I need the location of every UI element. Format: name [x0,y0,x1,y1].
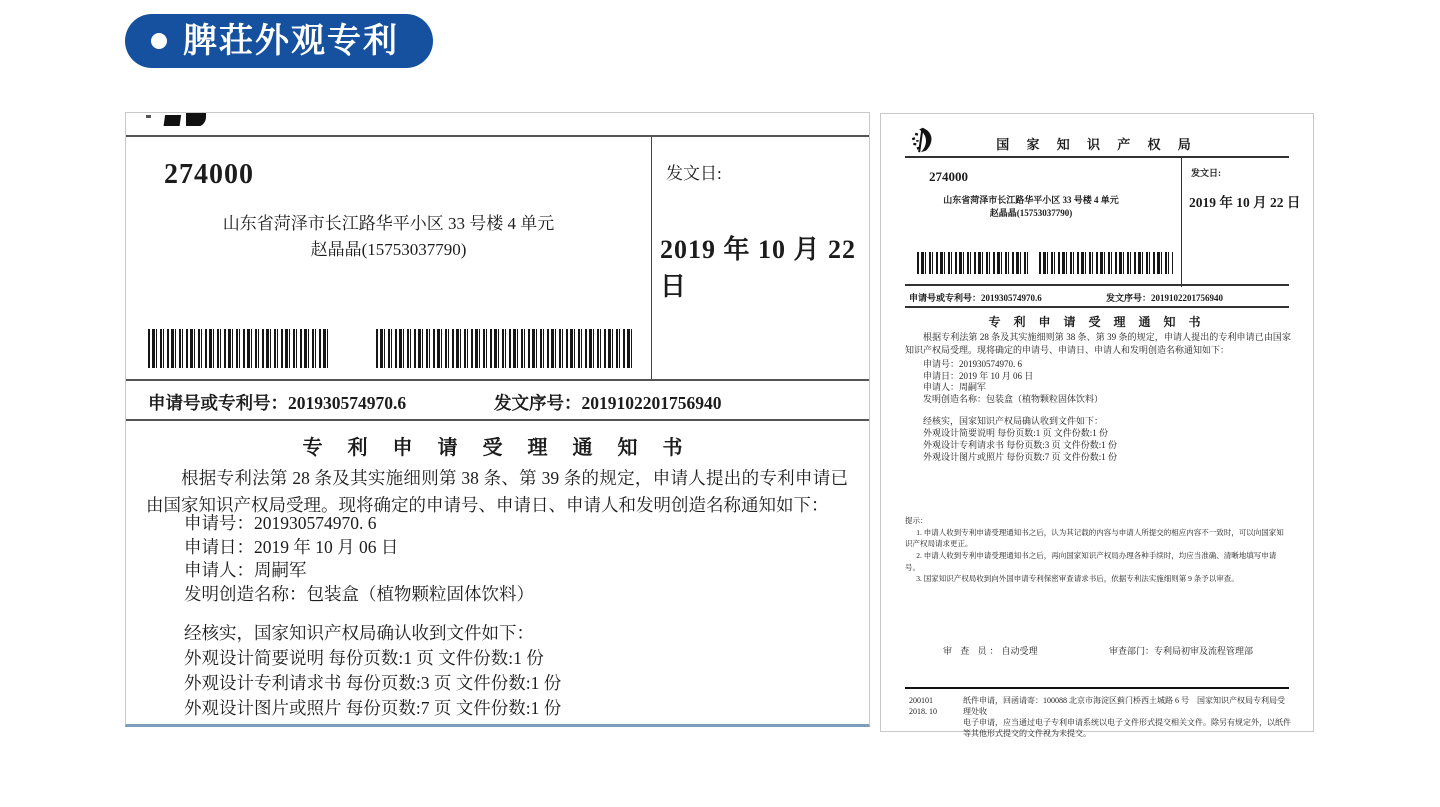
issue-date: 2019 年 10 月 22 日 [660,235,857,301]
footer-block [909,695,1291,739]
divider [905,284,1289,286]
divider [905,687,1289,689]
received-files-block [184,621,561,721]
received-file: 外观设计图片或照片 每份页数:7 页 文件份数:1 份 [184,698,562,718]
footer-code: 200101 [909,696,933,705]
department-value: 专利局初审及流程管理部 [1154,646,1254,656]
examiner-label: 审 查 员： [943,646,1002,656]
barcode [1039,252,1173,274]
department-label: 审查部门： [1109,646,1155,656]
serial-number-value: 2019102201756940 [1151,293,1224,303]
issue-date-label: 发文日: [666,164,722,183]
application-number-value: 201930574970.6 [288,393,407,413]
recipient-name-phone: 赵晶晶(15753037790) [310,240,467,259]
recipient-address: 山东省菏泽市长江路华平小区 33 号楼 4 单元 [943,195,1119,205]
received-files-block [923,415,1117,463]
divider [126,135,869,137]
application-number-value: 201930574970.6 [981,293,1042,303]
tips-block [905,515,1291,585]
section-title: 脾荘外观专利 [183,22,399,60]
divider [905,156,1289,158]
department-row [1109,644,1253,657]
divider [651,137,652,379]
serial-number-label: 发文序号： [1106,293,1152,303]
divider [126,419,869,421]
recipient-name-phone: 赵晶晶(15753037790) [989,208,1073,218]
field-row: 申请人：周嗣军 [923,382,987,393]
notice-title: 专 利 申 请 受 理 通 知 书 [988,315,1206,329]
received-intro: 经核实，国家知识产权局确认收到文件如下： [923,416,1104,426]
divider [905,306,1289,308]
barcode [376,329,632,368]
field-row: 申请日：2019 年 10 月 06 日 [184,536,399,557]
patent-notice-image-large [125,112,870,727]
field-row: 申请人：周嗣军 [184,560,307,580]
serial-number-row [1106,291,1223,304]
notice-body-paragraph: 根据专利法第 28 条及其实施细则第 38 条、第 39 条的规定，申请人提出的专利申请已由国家知识产权局受理。现将确定的申请号、申请日、申请人和发明创造名称通知如下： [146,468,848,516]
footer-text [963,695,1291,739]
notice-title: 专 利 申 请 受 理 通 知 书 [302,437,693,459]
postcode: 274000 [164,159,254,190]
bullet-icon [151,33,167,49]
field-row: 申请号：201930574970. 6 [923,359,1023,369]
serial-number-label: 发文序号： [494,393,582,413]
field-row: 申请日：2019 年 10 月 06 日 [923,370,1034,381]
patent-notice-image-full [880,113,1314,738]
divider [1181,157,1182,287]
sipo-logo-partial-icon [142,113,212,126]
received-file: 外观设计简要说明 每份页数:1 页 文件份数:1 份 [923,428,1109,438]
field-row: 发明创造名称：包装盒（植物颗粒固体饮料） [923,393,1104,404]
issue-date: 2019 年 10 月 22 日 [1189,195,1301,210]
application-number-label: 申请号或专利号： [148,393,288,413]
footer-line: 纸件申请，回函请寄：100088 北京市海淀区蓟门桥西土城路 6 号 国家知识产权局专利局受理处收 [963,696,1285,716]
tip-item: 3. 国家知识产权局收到向外国申请专利保密审查请求书后，依据专利法实施细则第 9 条予以审查。 [916,574,1239,584]
application-number-row [909,291,1042,304]
received-file: 外观设计简要说明 每份页数:1 页 文件份数:1 份 [184,648,544,668]
issue-date-label: 发文日: [1191,168,1221,178]
tip-item: 2. 申请人收到专利申请受理通知书之后，再向国家知识产权局办理各种手续时，均应当准确、清晰地填写申请号。 [905,550,1277,572]
tip-item: 1. 申请人收到专利申请受理通知书之后，认为其记载的内容与申请人所提交的相应内容不一致时，可以向国家知识产权局请求更正。 [905,527,1284,549]
application-number-row [148,390,406,415]
section-title-badge [125,14,433,68]
notice-body-paragraph: 根据专利法第 28 条及其实施细则第 38 条、第 39 条的规定，申请人提出的专利申请已由国家知识产权局受理。现将确定的申请号、申请日、申请人和发明创造名称通知如下： [905,332,1291,356]
serial-number-row [494,390,722,415]
barcode [148,329,331,368]
received-file: 外观设计专利请求书 每份页数:3 页 文件份数:1 份 [923,440,1118,450]
application-fields [923,359,1103,405]
field-row: 发明创造名称：包装盒（植物颗粒固体饮料） [184,583,534,604]
divider [126,379,869,381]
received-intro: 经核实，国家知识产权局确认收到文件如下： [184,623,534,643]
received-file: 外观设计专利请求书 每份页数:3 页 文件份数:1 份 [184,673,562,693]
barcode [917,252,1029,274]
examiner-row [943,644,1038,657]
examiner-value: 自动受理 [1001,646,1038,656]
serial-number-value: 2019102201756940 [581,393,722,413]
field-row: 申请号：201930574970. 6 [184,513,377,533]
tips-title: 提示： [905,516,928,525]
application-fields [184,512,534,606]
office-name: 国 家 知 识 产 权 局 [996,137,1198,152]
application-number-label: 申请号或专利号： [909,293,982,303]
received-file: 外观设计图片或照片 每份页数:7 页 文件份数:1 份 [923,452,1118,462]
footer-line: 电子申请，应当通过电子专利申请系统以电子文件形式提交相关文件。除另有规定外，以纸件等其他形式提交的文件视为未提交。 [963,718,1291,738]
footer-codes [909,695,953,739]
footer-code: 2018. 10 [909,707,937,716]
recipient-address: 山东省菏泽市长江路华平小区 33 号楼 4 单元 [222,214,555,233]
postcode: 274000 [929,169,968,184]
